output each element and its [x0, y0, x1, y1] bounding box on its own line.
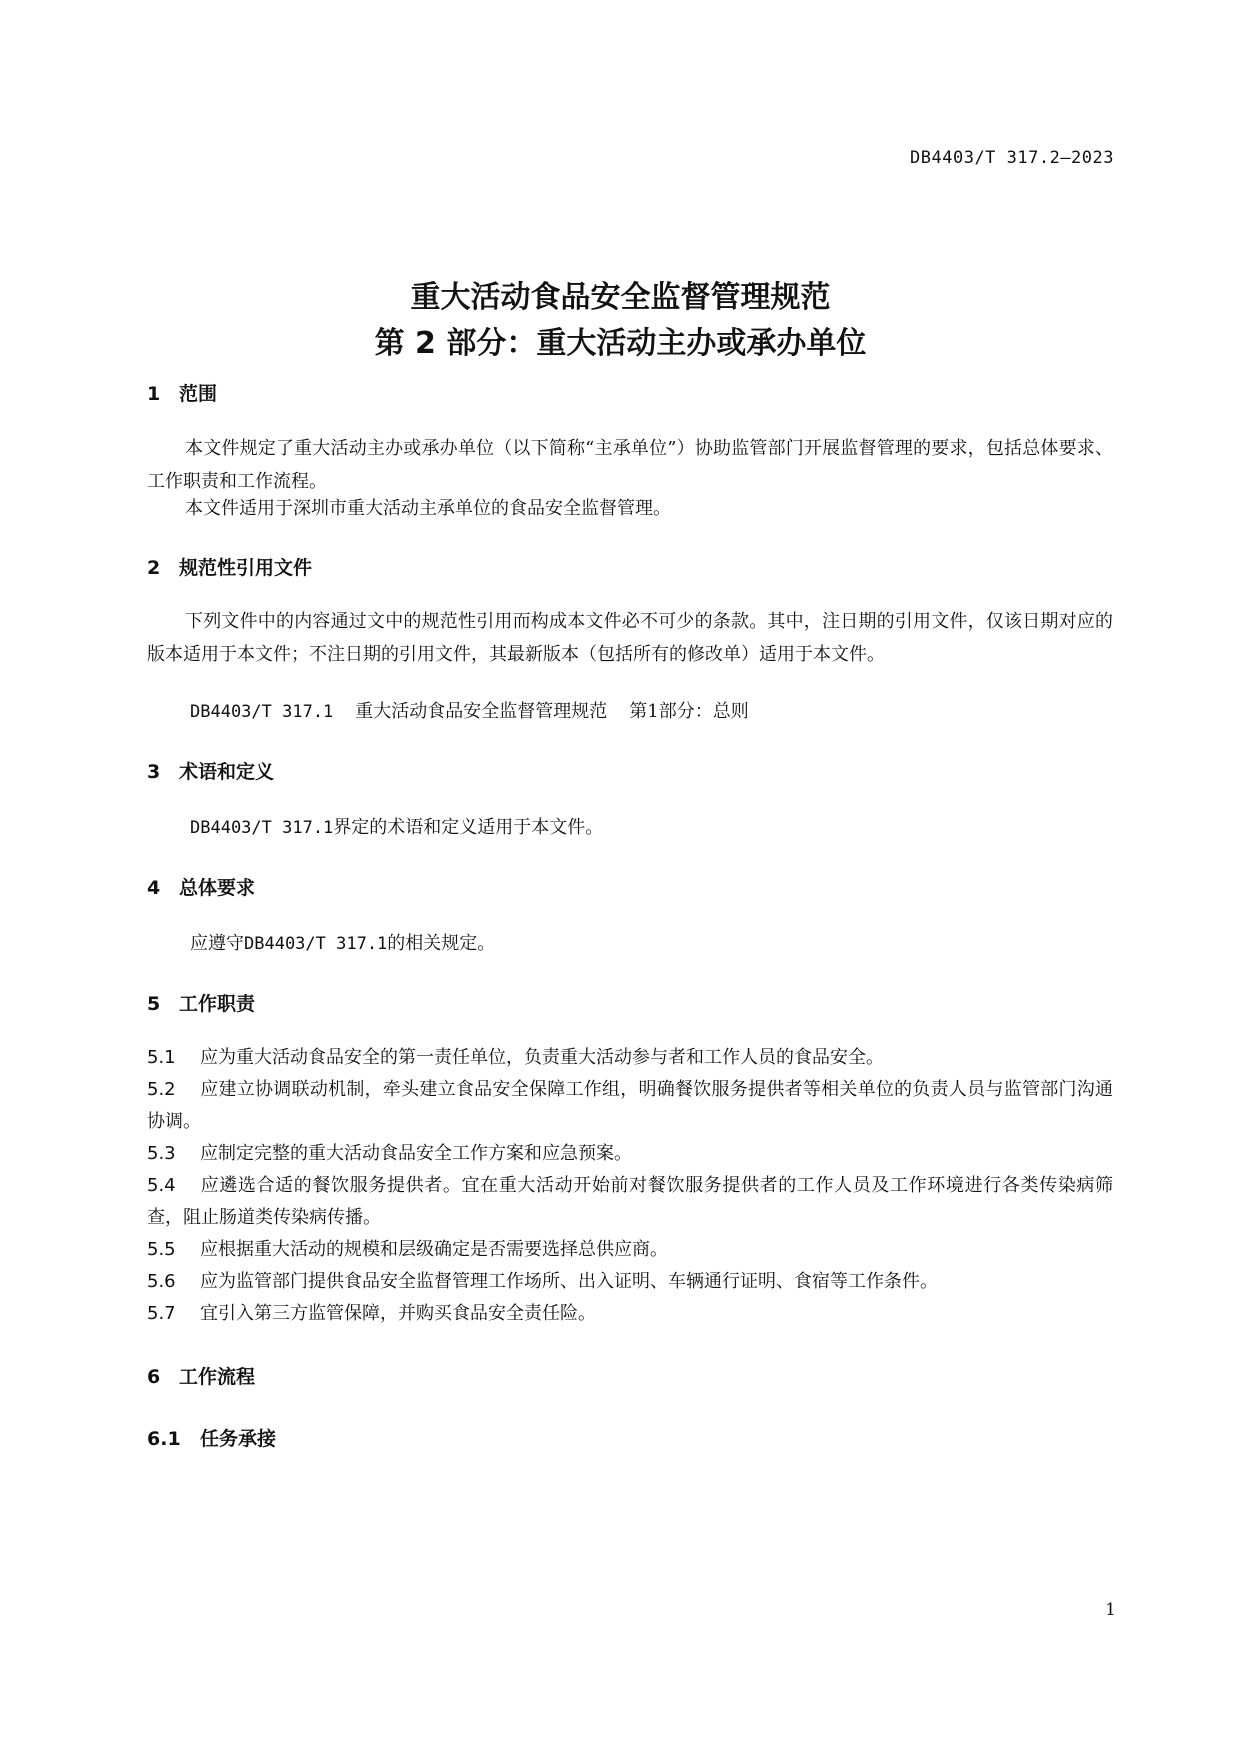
section-number: 4: [147, 877, 161, 899]
section-1-paragraph-1: 本文件规定了重大活动主办或承办单位（以下简称“主承单位”）协助监管部门开展监督管理的要求，包括总体要求、工作职责和工作流程。: [147, 438, 1113, 492]
clause-text: 应建立协调联动机制，牵头建立食品安全保障工作组，明确餐饮服务提供者等相关单位的负责人员与监管部门沟通协调。: [147, 1079, 1113, 1132]
paragraph-suffix: 的相关规定。: [387, 933, 496, 954]
section-number: 1: [147, 383, 161, 405]
clause-number: 5.2: [147, 1079, 176, 1100]
paragraph-text: 界定的术语和定义适用于本文件。: [333, 817, 604, 838]
section-6-heading: [147, 1362, 255, 1389]
page-number: 1: [1105, 1600, 1116, 1620]
clause-text: 应为监管部门提供食品安全监督管理工作场所、出入证明、车辆通行证明、食宿等工作条件。: [200, 1271, 938, 1292]
section-number: 6: [147, 1366, 161, 1388]
clause-number: 5.7: [147, 1303, 176, 1324]
section-3-paragraph-1: [190, 811, 603, 845]
clause-number: 5.6: [147, 1271, 176, 1292]
document-title: 重大活动食品安全监督管理规范: [410, 280, 831, 315]
clause-5-4: [147, 1170, 1113, 1234]
section-4-heading: [147, 873, 255, 900]
section-title: 规范性引用文件: [179, 557, 313, 579]
clause-text: 应遴选合适的餐饮服务提供者。宜在重大活动开始前对餐饮服务提供者的工作人员及工作环境进行各类传染病筛查，阻止肠道类传染病传播。: [147, 1175, 1113, 1228]
document-subtitle: 第 2 部分：重大活动主办或承办单位: [374, 326, 867, 361]
section-5-heading: [147, 989, 255, 1016]
normative-reference: [190, 695, 749, 729]
reference-title: 重大活动食品安全监督管理规范: [355, 701, 608, 722]
reference-part: 第1部分：总则: [629, 701, 749, 722]
section-3-heading: [147, 757, 274, 784]
clause-number: 5.5: [147, 1239, 176, 1260]
section-title: 术语和定义: [179, 761, 275, 783]
section-title: 范围: [179, 383, 218, 405]
document-code: DB4403/T 317.2—2023: [910, 148, 1114, 168]
clause-text: 应为重大活动食品安全的第一责任单位，负责重大活动参与者和工作人员的食品安全。: [200, 1047, 884, 1068]
clause-number: 5.1: [147, 1047, 176, 1068]
clause-5-3: [147, 1138, 1113, 1170]
clause-5-6: [147, 1266, 1113, 1298]
section-title: 工作流程: [179, 1366, 256, 1388]
clause-number: 5.4: [147, 1175, 176, 1196]
clause-text: 应根据重大活动的规模和层级确定是否需要选择总供应商。: [200, 1239, 668, 1260]
clause-text: 宜引入第三方监管保障，并购买食品安全责任险。: [200, 1303, 596, 1324]
subsection-title: 任务承接: [200, 1428, 277, 1450]
reference-code: DB4403/T 317.1: [190, 702, 334, 722]
section-number: 5: [147, 993, 161, 1015]
section-2-paragraph-1: 下列文件中的内容通过文中的规范性引用而构成本文件必不可少的条款。其中，注日期的引用文件，仅该日期对应的版本适用于本文件；不注日期的引用文件，其最新版本（包括所有的修改单）适用于本文件。: [147, 611, 1113, 665]
section-title: 工作职责: [179, 993, 256, 1015]
clause-number: 5.3: [147, 1143, 176, 1164]
section-1-paragraph-2: 本文件适用于深圳市重大活动主承单位的食品安全监督管理。: [185, 498, 671, 519]
reference-code: DB4403/T 317.1: [244, 934, 388, 954]
section-number: 2: [147, 557, 161, 579]
section-2-heading: [147, 553, 312, 580]
clause-5-7: [147, 1298, 1113, 1330]
section-1-heading: [147, 379, 217, 406]
section-number: 3: [147, 761, 161, 783]
section-title: 总体要求: [179, 877, 256, 899]
subsection-6-1-heading: [147, 1424, 276, 1451]
clause-5-5: [147, 1234, 1113, 1266]
paragraph-prefix: 应遵守: [190, 933, 244, 954]
subsection-number: 6.1: [147, 1428, 181, 1450]
clause-5-2: [147, 1074, 1113, 1138]
section-4-paragraph-1: [190, 927, 495, 961]
reference-code: DB4403/T 317.1: [190, 818, 334, 838]
clause-text: 应制定完整的重大活动食品安全工作方案和应急预案。: [200, 1143, 632, 1164]
clause-5-1: [147, 1042, 1113, 1074]
